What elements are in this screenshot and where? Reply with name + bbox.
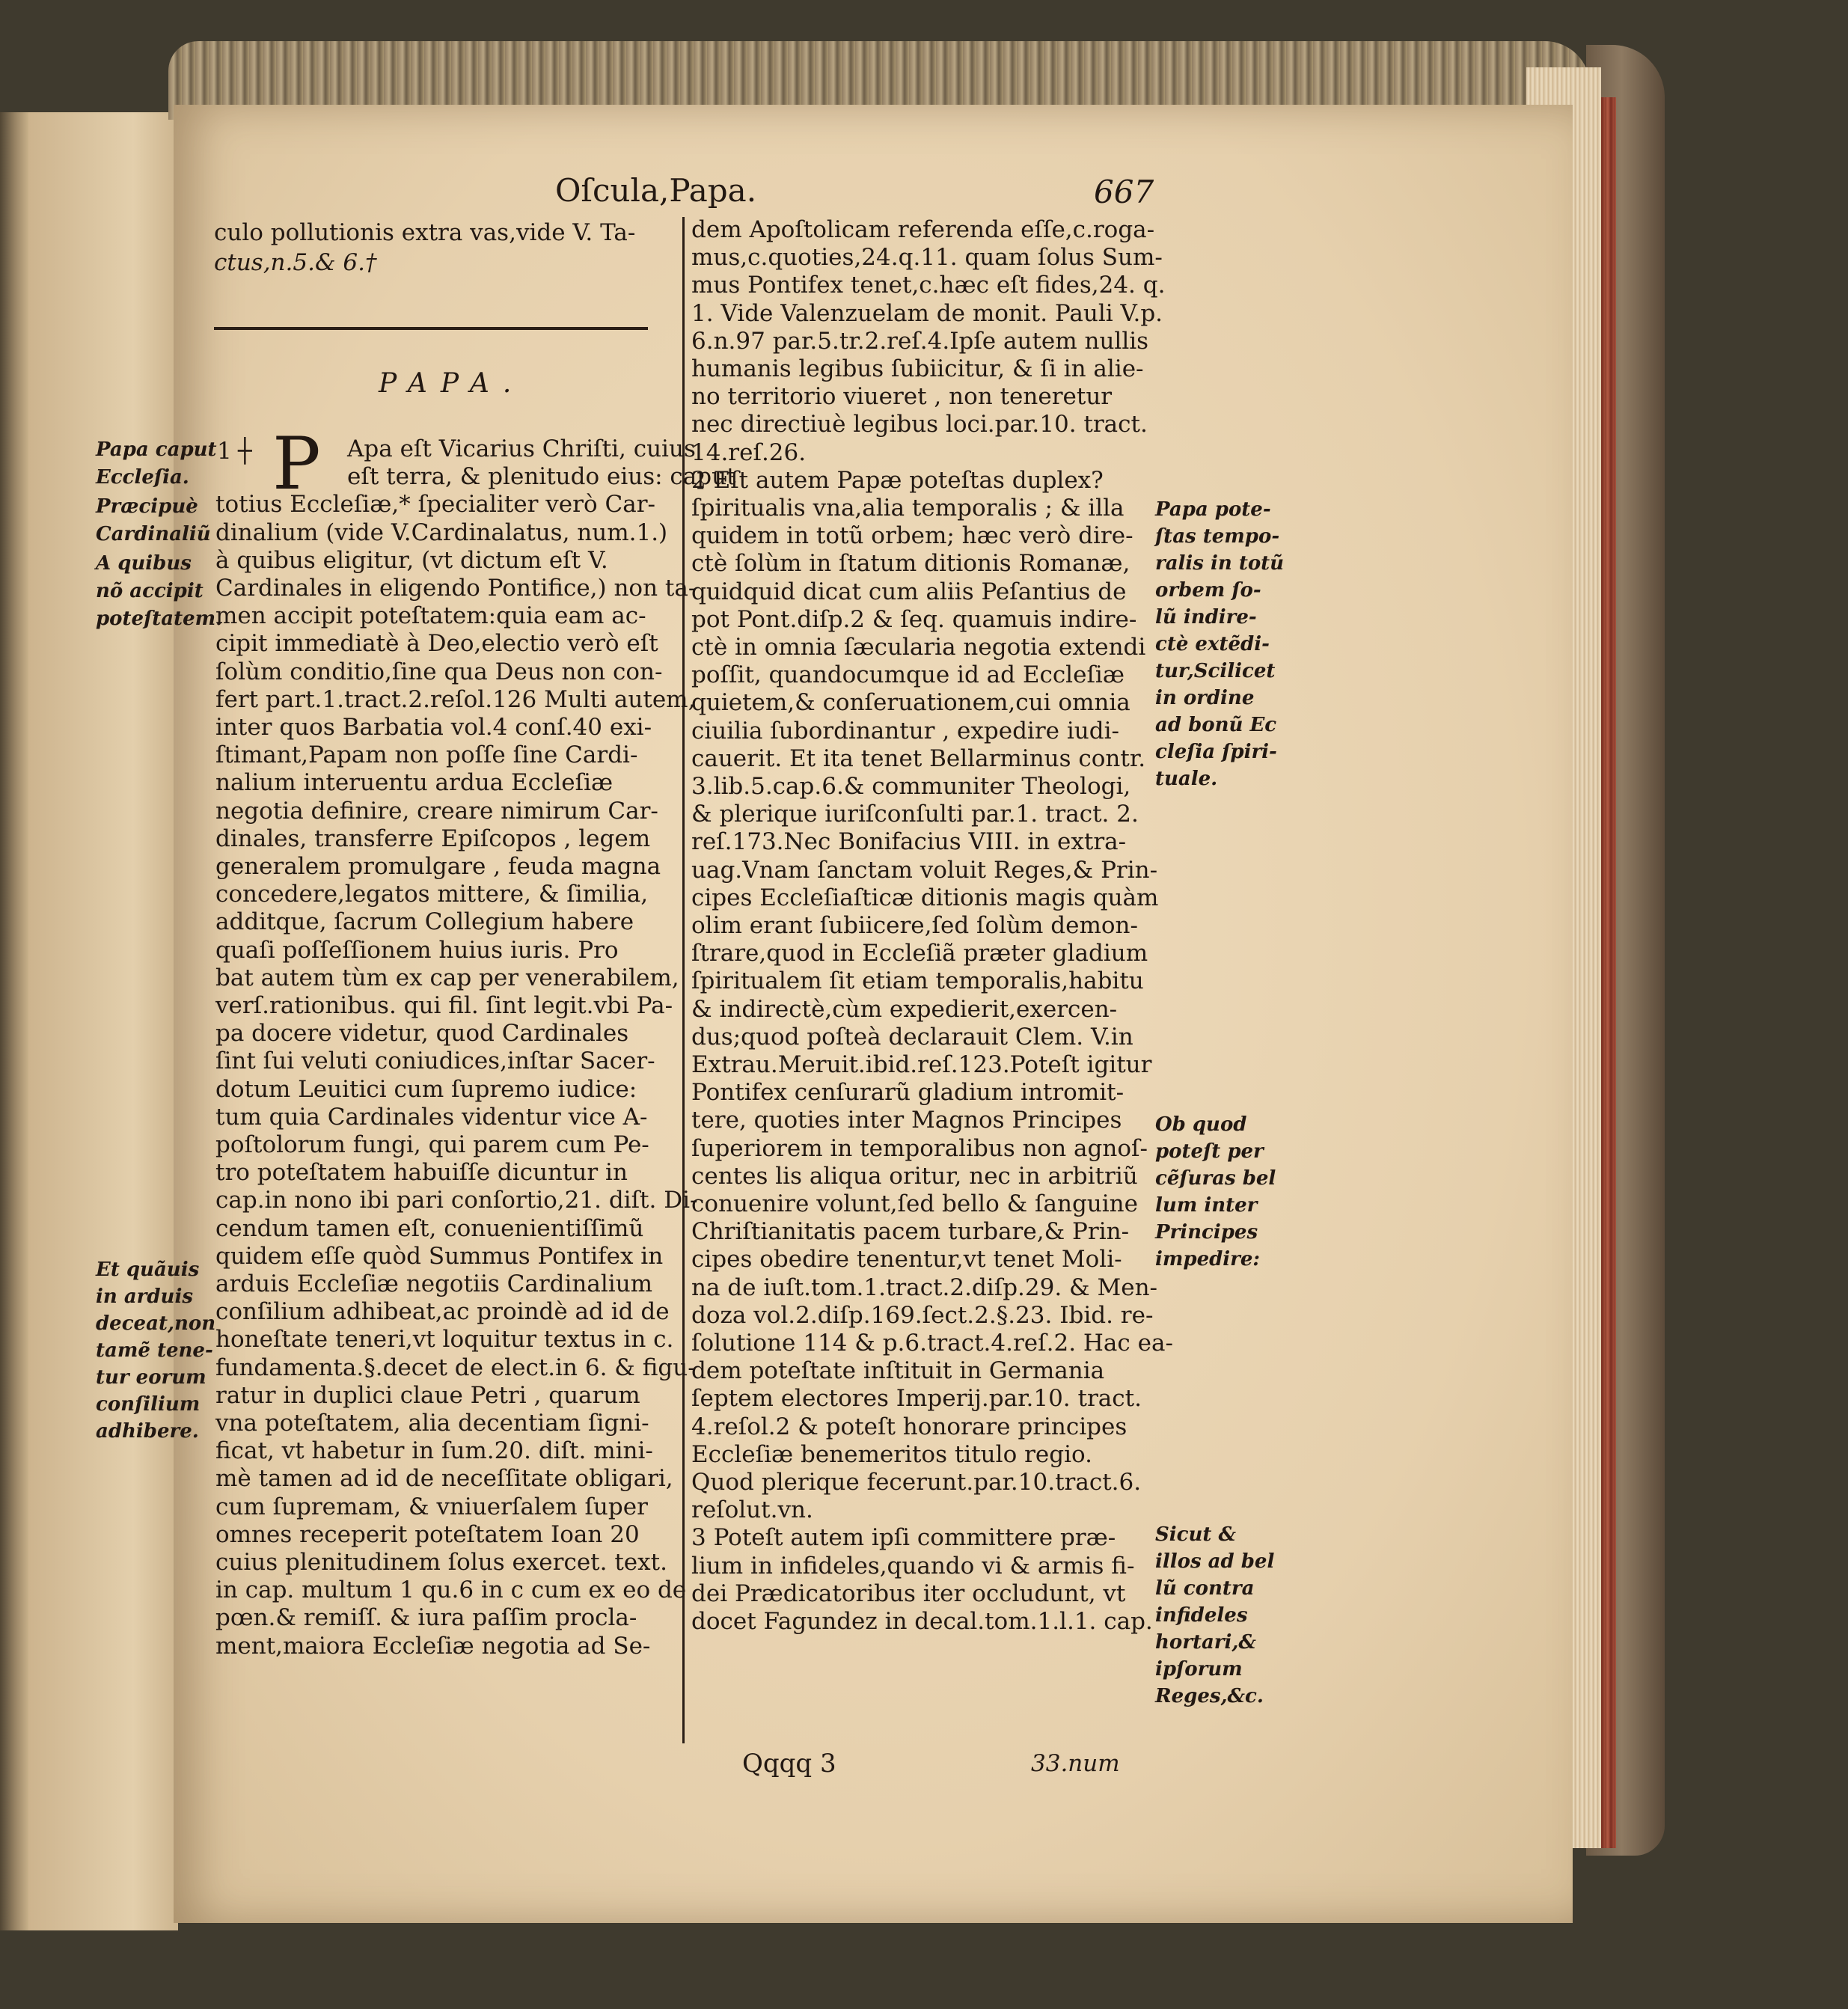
text-line: & plerique iuriſconſulti par.1. tract. 2.	[691, 801, 1139, 828]
margin-note-line: ctè extẽdi-	[1155, 633, 1270, 655]
text-line: dem poteſtate inſtituit in Germania	[691, 1357, 1105, 1385]
text-line: & indirectè,cùm expedierit,exercen-	[691, 995, 1118, 1023]
text-line: humanis legibus ſubiicitur, & ſi in alie-	[691, 355, 1144, 382]
text-line: 1. Vide Valenzuelam de monit. Pauli V.p.	[691, 299, 1163, 327]
text-line: mus,c.quoties,24.q.11. quam ſolus Sum-	[691, 244, 1163, 272]
text-line: conſilium adhibeat,ac proindè ad id de	[215, 1298, 670, 1326]
signature-mark: Qqqq 3	[742, 1749, 836, 1779]
margin-note-line: ipſorum	[1155, 1658, 1243, 1681]
text-line: dinales, transferre Epiſcopos , legem	[215, 825, 651, 852]
text-line: totius Eccleſiæ,* ſpecialiter verò Car-	[215, 491, 655, 519]
text-line: generalem promulgare , feuda magna	[215, 853, 661, 880]
margin-note-line: Reges,&c.	[1155, 1685, 1264, 1707]
margin-note-line: hortari,&	[1155, 1631, 1256, 1654]
margin-note-line: poteſt per	[1155, 1140, 1264, 1163]
left-page-edge	[0, 112, 28, 1930]
drop-cap: P	[272, 422, 321, 506]
running-title: Oſcula,Papa.	[555, 172, 757, 209]
text-line: Pontifex cenſurarũ gladium intromit-	[691, 1079, 1125, 1107]
text-line: pa docere videtur, quod Cardinales	[215, 1020, 629, 1048]
ornament: ┼	[238, 438, 252, 465]
text-line: dem Apoſtolicam referenda eſſe,c.roga-	[691, 216, 1155, 243]
text-line: ſeptem electores Imperij.par.10. tract.	[691, 1385, 1142, 1413]
margin-note-line: ſtas tempo-	[1155, 525, 1280, 548]
text-line: cauerit. Et ita tenet Bellarminus contr.	[691, 744, 1146, 772]
text-line: 3.lib.5.cap.6.& communiter Theologi,	[691, 773, 1131, 800]
margin-note-line: conſilium	[96, 1393, 201, 1416]
text-line: omnes receperit poteſtatem Ioan 20	[215, 1520, 640, 1548]
text-line: tro poteſtatem habuiſſe dicuntur in	[215, 1159, 628, 1187]
text-line: fundamenta.§.decet de elect.in 6. & figu-	[215, 1354, 696, 1381]
text-line: ciuilia ſubordinantur , expedire iudi-	[691, 717, 1119, 744]
text-line: cendum tamen eſt, conuenientiſſimũ	[215, 1214, 644, 1242]
text-line: men accipit poteſtatem:quia eam ac-	[215, 602, 646, 630]
margin-note-line: Præcipuè	[96, 495, 198, 518]
margin-note-line: impedire:	[1155, 1248, 1261, 1270]
margin-note-line: Eccleſia.	[96, 466, 189, 489]
margin-note-line: orbem ſo-	[1155, 579, 1261, 602]
text-line: in cap. multum 1 qu.6 in c cum ex eo de	[215, 1577, 687, 1604]
text-line: quidem eſſe quòd Summus Pontifex in	[215, 1242, 664, 1270]
text-line: arduis Eccleſiæ negotiis Cardinalium	[215, 1270, 653, 1297]
text-line: additque, ſacrum Collegium habere	[215, 908, 634, 936]
text-line: Extrau.Meruit.ibid.reſ.123.Poteſt igitur	[691, 1051, 1152, 1078]
text-line: 3 Poteſt autem ipſi committere præ-	[691, 1524, 1116, 1552]
section-heading: PAPA.	[379, 368, 525, 399]
text-line: olim erant ſubiicere,ſed ſolùm demon-	[691, 912, 1138, 939]
text-line: ctè ſolùm in ſtatum ditionis Romanæ,	[691, 550, 1130, 578]
margin-note-line: tuale.	[1155, 768, 1218, 790]
text-line: inter quos Barbatia vol.4 conſ.40 exi-	[215, 714, 652, 741]
text-line: cipes obedire tenentur,vt tenet Moli-	[691, 1246, 1122, 1273]
text-line: Quod plerique fecerunt.par.10.tract.6.	[691, 1469, 1142, 1496]
text-line: poſtolorum fungi, qui parem cum Pe-	[215, 1131, 649, 1158]
text-line: 4.reſol.2 & poteſt honorare principes	[691, 1413, 1128, 1440]
margin-note-line: lũ indire-	[1155, 606, 1257, 629]
text-line: poſſit, quandocumque id ad Eccleſiæ	[691, 661, 1125, 689]
margin-note-line: Papa pote-	[1155, 498, 1271, 521]
text-line: 14.reſ.26.	[691, 438, 807, 466]
text-line: ctè in omnia ſæcularia negotia extendi	[691, 634, 1146, 661]
margin-note-line: in arduis	[96, 1285, 193, 1308]
text-line: lium in infideles,quando vi & armis fi-	[691, 1552, 1135, 1580]
facing-page	[28, 112, 178, 1930]
text-line: ſtrare,quod in Eccleſiã præter gladium	[691, 940, 1148, 967]
margin-note-line: tur eorum	[96, 1366, 206, 1389]
text-line: tum quia Cardinales videntur vice A-	[215, 1103, 648, 1131]
margin-note-line: tamẽ tene-	[96, 1339, 213, 1362]
text-line: doza vol.2.diſp.169.ſect.2.§.23. Ibid. re-	[691, 1301, 1154, 1329]
text-line: bat autem tùm ex cap per venerabilem,	[215, 964, 679, 991]
text-line: quidquid dicat cum aliis Peſantius de	[691, 578, 1127, 605]
margin-note-line: in ordine	[1155, 687, 1255, 709]
margin-note-line: Cardinaliũ	[96, 523, 211, 546]
text-line: vna poteſtatem, alia decentiam ſigni-	[215, 1410, 649, 1437]
text-line: cap.in nono ibi pari conſortio,21. diſt. Di-	[215, 1187, 698, 1214]
text-line: nec directiuè legibus loci.par.10. tract.	[691, 411, 1148, 438]
text-line: honeſtate teneri,vt loquitur textus in c.	[215, 1326, 674, 1354]
text-line: eſt terra, & plenitudo eius: caput	[347, 463, 736, 491]
text-line: reſolut.vn.	[691, 1496, 813, 1524]
text-line: negotia definire, creare nimirum Car-	[215, 797, 658, 825]
text-line: ſpiritualis vna,alia temporalis ; & illa	[691, 495, 1125, 522]
margin-note-line: deceat,non	[96, 1312, 216, 1335]
text-line: quietem,& conſeruationem,cui omnia	[691, 689, 1130, 717]
margin-note-line: illos ad bel	[1155, 1550, 1275, 1573]
text-line: ment,maiora Eccleſiæ negotia ad Se-	[215, 1632, 651, 1660]
text-line: nalium interuentu ardua Eccleſiæ	[215, 769, 614, 797]
text-line: Chriſtianitatis pacem turbare,& Prin-	[691, 1218, 1130, 1246]
text-line: centes lis aliqua oritur, nec in arbitriũ	[691, 1162, 1138, 1190]
text-line: cuius plenitudinem ſolus exercet. text.	[215, 1549, 667, 1576]
continuation-line: ctus,n.5.& 6.†	[214, 249, 377, 276]
text-line: mus Pontifex tenet,c.hæc eſt fides,24. q.	[691, 272, 1166, 299]
margin-note-line: tur,Scilicet	[1155, 660, 1276, 682]
text-line: fert part.1.tract.2.reſol.126 Multi autem,	[215, 685, 696, 713]
text-line: ſtimant,Papam non poſſe ſine Cardi-	[215, 741, 638, 769]
text-line: à quibus eligitur, (vt dictum eſt V.	[215, 546, 608, 574]
text-line: na de iuſt.tom.1.tract.2.diſp.29. & Men-	[691, 1273, 1158, 1301]
text-line: ſolutione 114 & p.6.tract.4.reſ.2. Hac ea-	[691, 1330, 1173, 1357]
text-line: dei Prædicatoribus iter occludunt, vt	[691, 1580, 1126, 1607]
margin-note-line: Et quãuis	[96, 1259, 200, 1281]
margin-note-line: poteſtatem.	[96, 608, 223, 631]
text-line: concedere,legatos mittere, & ſimilia,	[215, 881, 649, 908]
page-number: 667	[1094, 174, 1154, 210]
text-line: dus;quod poſteà declarauit Clem. V.in	[691, 1023, 1133, 1051]
margin-note-line: infideles	[1155, 1604, 1248, 1627]
paragraph-number: 1	[217, 438, 232, 465]
catchword: 33.num	[1031, 1750, 1120, 1777]
margin-note-line: adhibere.	[96, 1420, 199, 1443]
text-line: uag.Vnam ſanctam voluit Reges,& Prin-	[691, 856, 1158, 884]
text-line: quaſi poſſeſſionem huius iuris. Pro	[215, 936, 619, 964]
margin-note-line: Ob quod	[1155, 1113, 1247, 1136]
text-line: dinalium (vide V.Cardinalatus, num.1.)	[215, 519, 668, 546]
margin-note-line: cleſia ſpiri-	[1155, 741, 1277, 763]
text-line: mè tamen ad id de neceſſitate obligari,	[215, 1465, 673, 1493]
text-line: quidem in totũ orbem; hæc verò dire-	[691, 522, 1133, 550]
text-line: ratur in duplici claue Petri , quarum	[215, 1381, 640, 1409]
text-line: 6.n.97 par.5.tr.2.reſ.4.Ipſe autem nullis	[691, 327, 1149, 355]
text-line: no territorio viueret , non teneretur	[691, 383, 1113, 411]
text-line: cum ſupremam, & vniuerſalem ſuper	[215, 1493, 648, 1520]
margin-note-line: lum inter	[1155, 1194, 1258, 1217]
text-line: Eccleſiæ benemeritos titulo regio.	[691, 1440, 1092, 1468]
text-line: pot Pont.diſp.2 & ſeq. quamuis indire-	[691, 605, 1137, 633]
margin-note-line: Principes	[1155, 1221, 1258, 1244]
text-line: conuenire volunt,ſed bello & ſanguine	[691, 1190, 1138, 1217]
section-rule	[214, 327, 648, 330]
text-line: ficat, vt habetur in ſum.20. diſt. mini-	[215, 1437, 653, 1465]
margin-note-line: cẽſuras bel	[1155, 1167, 1276, 1190]
text-line: verſ.rationibus. qui fil. ſint legit.vbi Pa-	[215, 992, 673, 1019]
margin-note-line: A quibus	[96, 552, 192, 575]
text-line: 2 Eſt autem Papæ poteſtas duplex?	[691, 466, 1104, 494]
text-line: ſint ſui veluti coniudices,inſtar Sacer-	[215, 1048, 655, 1075]
text-line: Apa eſt Vicarius Chriſti, cuius	[347, 435, 696, 462]
text-line: tere, quoties inter Magnos Principes	[691, 1107, 1122, 1134]
margin-note-line: Sicut &	[1155, 1523, 1236, 1546]
text-line: docet Fagundez in decal.tom.1.l.1. cap.	[691, 1608, 1153, 1635]
margin-note-line: nõ accipit	[96, 580, 204, 603]
margin-note-line: lũ contra	[1155, 1577, 1255, 1600]
text-line: reſ.173.Nec Bonifacius VIII. in extra-	[691, 828, 1127, 856]
text-line: cipit immediatè à Deo,electio verò eſt	[215, 630, 658, 658]
text-line: ſuperiorem in temporalibus non agnoſ-	[691, 1134, 1148, 1162]
continuation-line: culo pollutionis extra vas,vide V. Ta-	[214, 219, 636, 246]
margin-note-line: ad bonũ Ec	[1155, 714, 1277, 736]
text-line: ſolùm conditio,ſine qua Deus non con-	[215, 658, 663, 685]
margin-note-line: Papa caput	[96, 438, 217, 461]
text-line: Cardinales in eligendo Pontifice,) non ta-	[215, 575, 697, 602]
text-line: cipes Eccleſiaſticæ ditionis magis quàm	[691, 884, 1159, 911]
margin-note-line: ralis in totũ	[1155, 552, 1285, 575]
text-line: pœn.& remiſſ. & iura paſſim procla-	[215, 1604, 637, 1632]
text-line: dotum Leuitici cum ſupremo iudice:	[215, 1075, 637, 1103]
text-line: ſpiritualem ſit etiam temporalis,habitu	[691, 967, 1144, 995]
